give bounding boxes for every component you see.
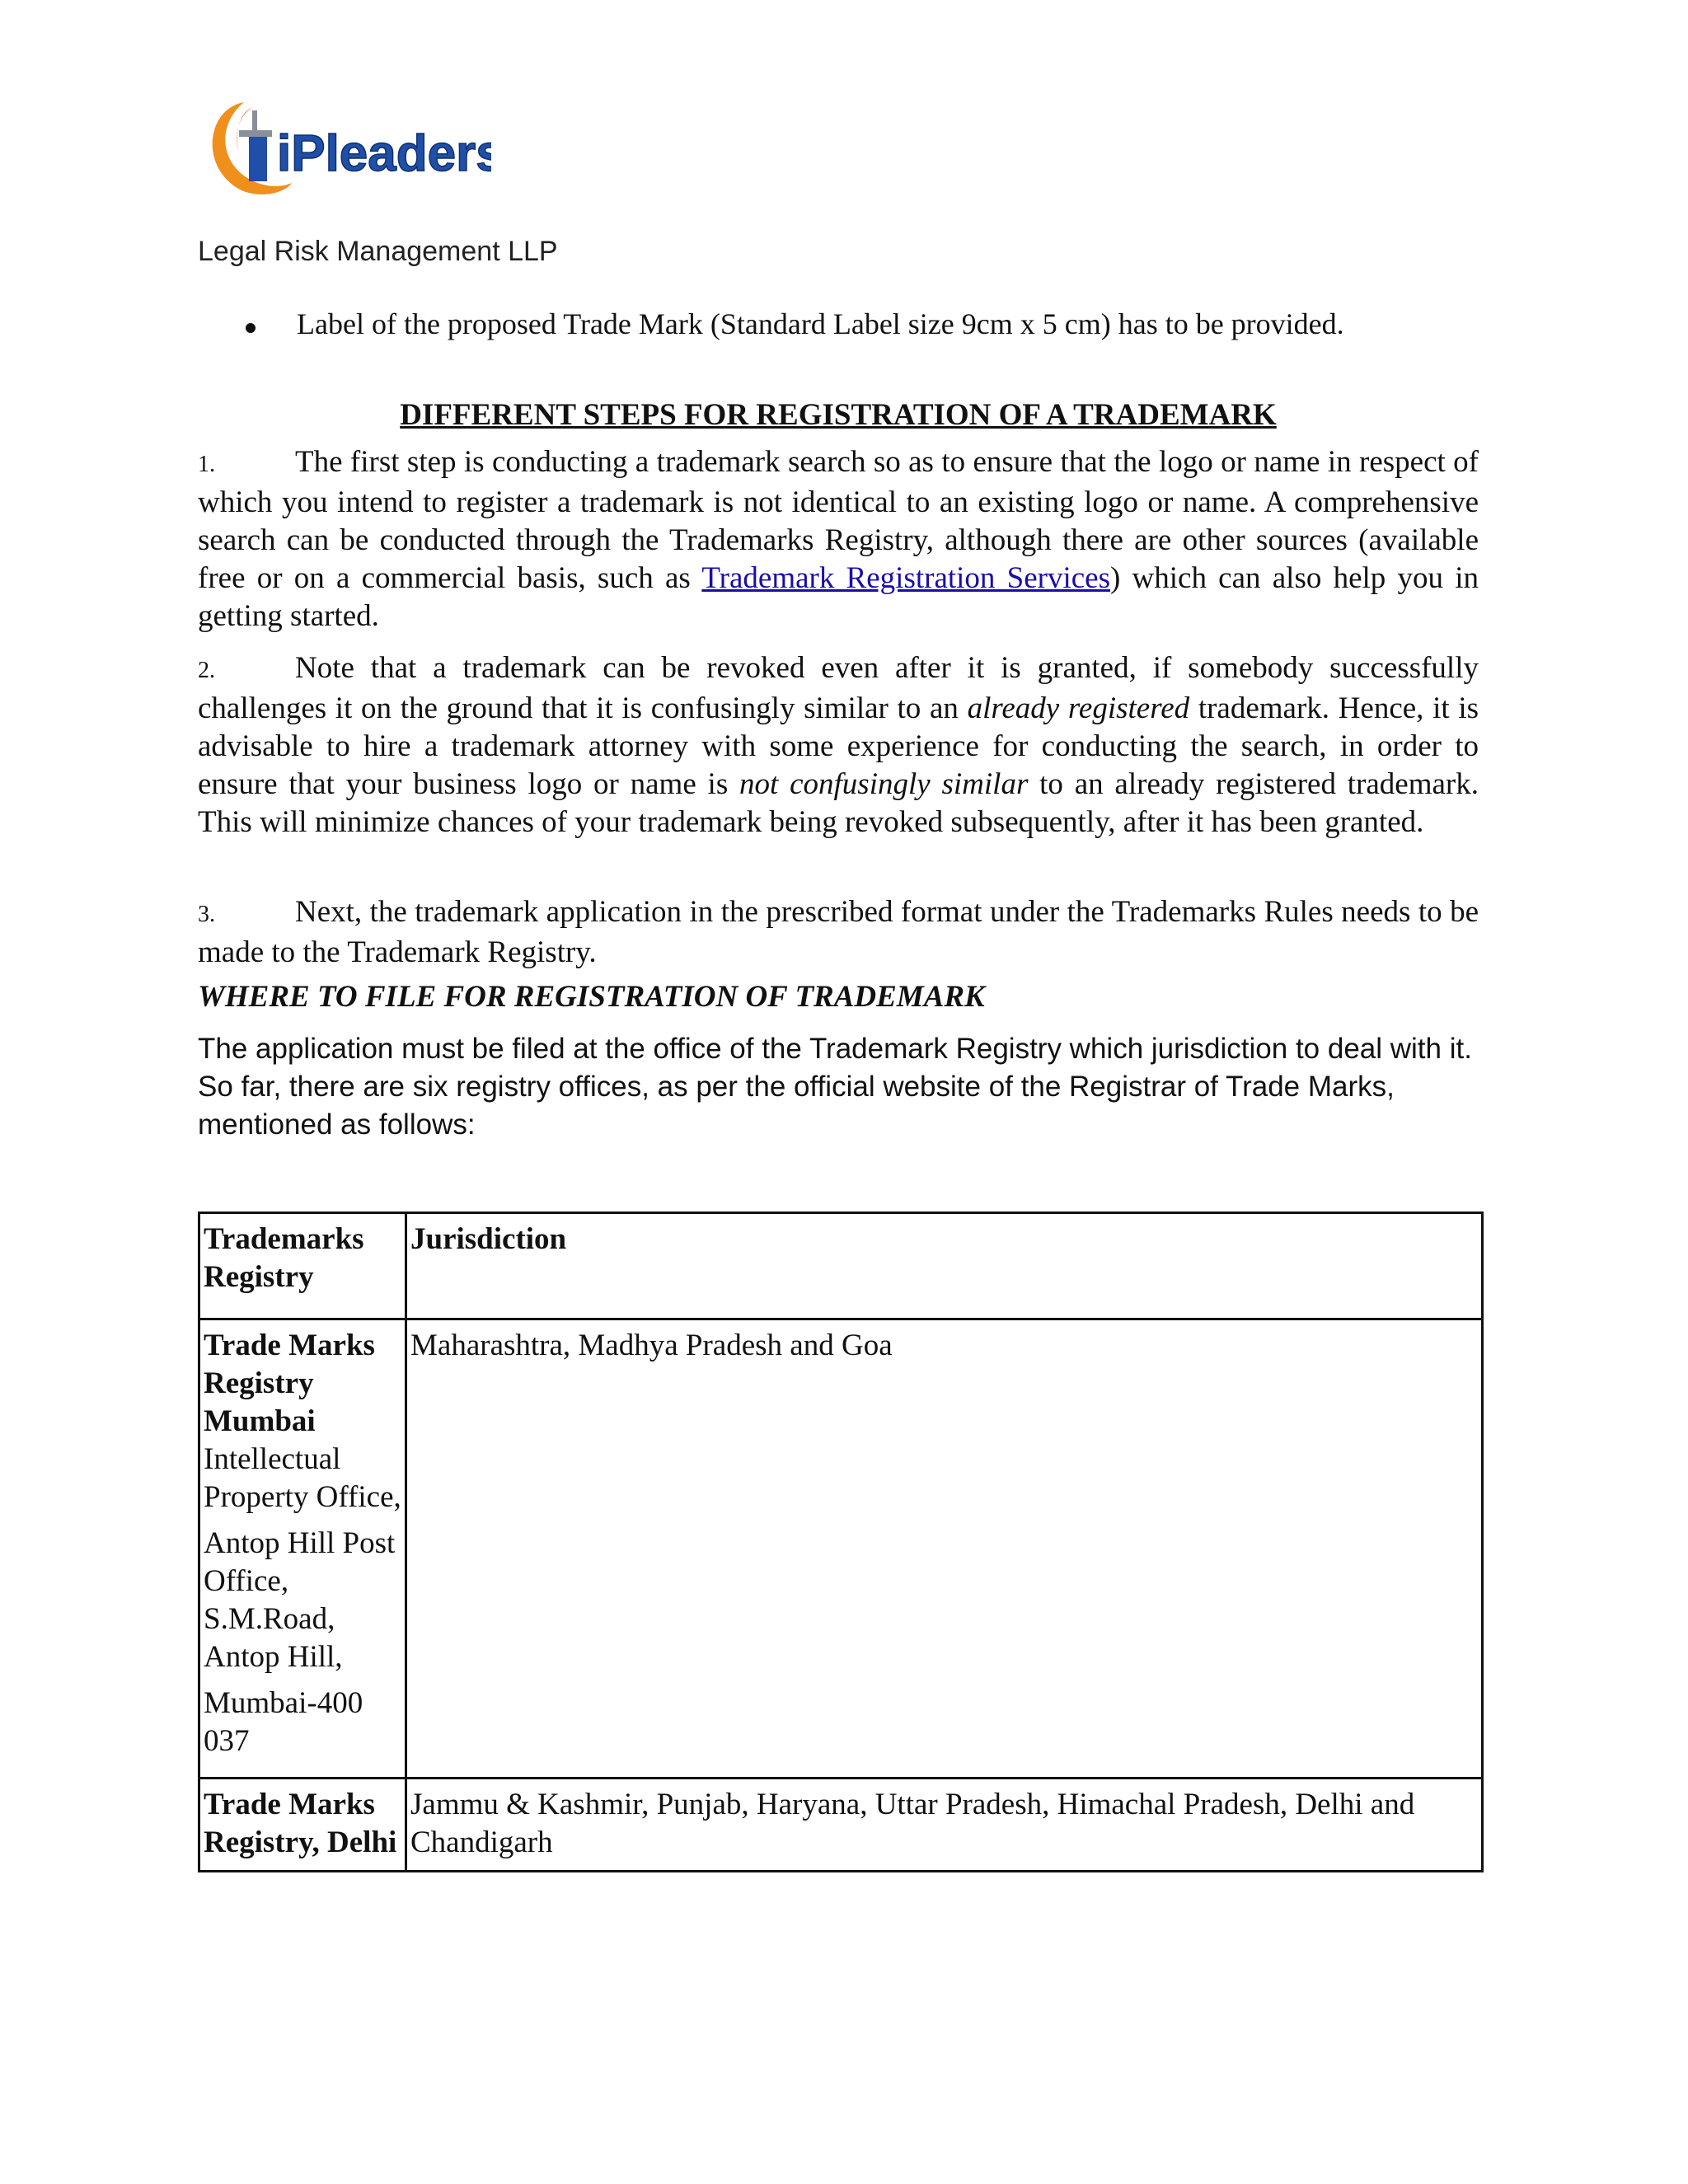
jurisdiction-cell: Jammu & Kashmir, Punjab, Haryana, Uttar Pradesh, Himachal Pradesh, Delhi and Chandigarh [406,1779,1483,1872]
registry-office-cell [199,1779,406,1872]
step-text: trademark. Hence, it is advisable to hire a trademark attorney with some experience for conducting the search, in order to ensure that your business logo or name is [198,691,1479,801]
step-number: 2. [198,658,215,683]
step-text: The first step is conducting a trademark search so as to ensure that the logo or name in respect of which you intend to register a trademark is not identical to an existing logo or name. A comprehensive search can be conducted through the Trademarks Registry, although there are other sources (available free or on a commercial basis, such as [198,445,1479,595]
step-3 [198,893,1479,972]
office-address: Mumbai-400 037 [204,1686,363,1758]
office-name: Trade Marks Registry, Delhi [204,1788,397,1859]
step-text: to an already registered trademark. This will minimize chances of your trademark being revoked subsequently, after it has been granted. [198,767,1479,839]
trademark-services-link[interactable]: Trademark Registration Services [701,561,1110,595]
table-header-row [199,1213,1483,1319]
intro-paragraph: The application must be filed at the office of the Trademark Registry which jurisdiction to deal with it. So far, there are six registry offices, as per the official website of the Registrar of Trade Marks, mentioned as follows: [198,1033,1472,1141]
table-row [199,1319,1483,1779]
step-number: 1. [198,452,215,477]
registry-office-cell [199,1319,406,1779]
office-line: Intellectual Property Office, [204,1442,401,1514]
step-text: Next, the trademark application in the prescribed format under the Trademarks Rules needs to be made to the Trademark Registry. [198,895,1479,969]
step-2 [198,649,1479,841]
logo-text: iPleaders [277,125,491,182]
step-number: 3. [198,902,215,927]
step-emphasis: not confusingly similar [739,767,1029,801]
bullet-dot-icon [246,323,256,333]
column-header: Jurisdiction [406,1213,1483,1319]
jurisdiction-cell: Maharashtra, Madhya Pradesh and Goa [406,1319,1483,1779]
table-row [199,1779,1483,1872]
office-name: Trade Marks Registry Mumbai [204,1329,375,1438]
subheading: WHERE TO FILE FOR REGISTRATION OF TRADEMARK [198,980,985,1014]
bullet-text: Label of the proposed Trade Mark (Standard Label size 9cm x 5 cm) has to be provided. [297,307,1344,340]
column-header: Trademarks Registry [199,1213,406,1319]
step-text: Note that a trademark can be revoked even after it is granted, if somebody successfully challenges it on the ground that it is confusingly similar to an [198,651,1479,725]
step-emphasis: already registered [967,691,1190,725]
step-text: ) which can also help you in getting started. [198,561,1479,633]
registry-table [198,1212,1484,1872]
company-logo [195,92,491,204]
company-name: Legal Risk Management LLP [198,236,558,267]
step-1 [198,443,1479,635]
section-heading: DIFFERENT STEPS FOR REGISTRATION OF A TRADEMARK [400,398,1277,432]
office-address: Antop Hill Post Office, S.M.Road, Antop Hill, [204,1526,396,1674]
